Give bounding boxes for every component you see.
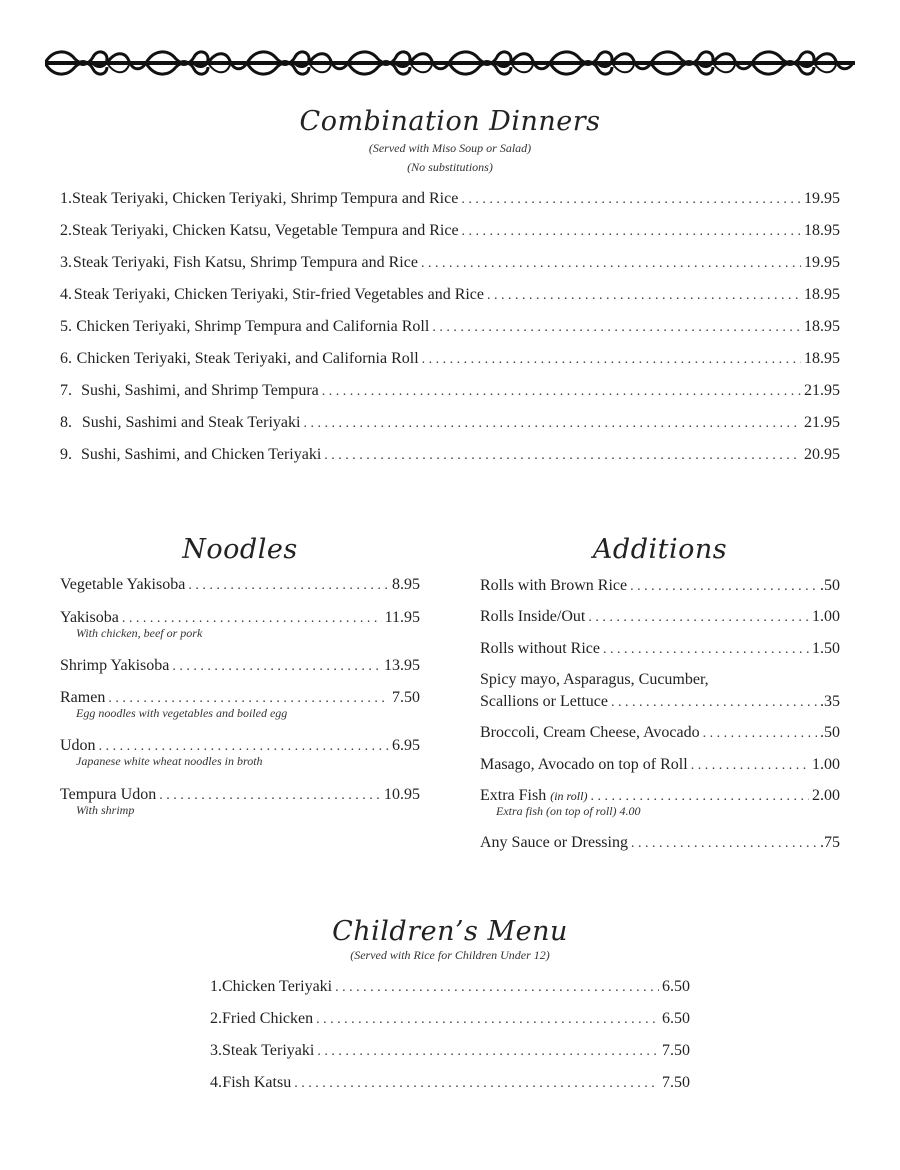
item-name: Udon bbox=[60, 737, 96, 754]
item-price: 19.95 bbox=[804, 254, 840, 271]
dot-leader bbox=[422, 350, 801, 370]
item-number: 4. bbox=[60, 286, 72, 303]
dot-leader bbox=[462, 222, 801, 242]
menu-item-row bbox=[480, 576, 840, 597]
item-price: 20.95 bbox=[804, 446, 840, 463]
menu-item-row bbox=[60, 285, 840, 306]
item-name: Vegetable Yakisoba bbox=[60, 576, 186, 593]
dot-leader bbox=[432, 318, 801, 338]
item-price: 6.50 bbox=[662, 1010, 690, 1027]
menu-item-row bbox=[60, 575, 420, 596]
menu-item-row bbox=[210, 977, 690, 998]
item-price: 8.95 bbox=[392, 576, 420, 593]
item-name: Shrimp Yakisoba bbox=[60, 657, 170, 674]
item-price: 11.95 bbox=[384, 609, 420, 626]
menu-item-row bbox=[480, 692, 840, 713]
item-number: 3. bbox=[210, 1042, 222, 1059]
dot-leader bbox=[159, 786, 381, 806]
item-name: Ramen bbox=[60, 689, 106, 706]
ornamental-border bbox=[45, 45, 855, 81]
dot-leader bbox=[294, 1074, 659, 1094]
menu-item-row bbox=[210, 1073, 690, 1094]
menu-item-row bbox=[60, 381, 840, 402]
item-price: 18.95 bbox=[804, 222, 840, 239]
combination-note-substitutions: (No substitutions) bbox=[407, 160, 493, 174]
dot-leader bbox=[322, 382, 801, 402]
dot-leader bbox=[611, 693, 817, 713]
dot-leader bbox=[188, 576, 389, 596]
menu-item-row bbox=[480, 639, 840, 660]
item-price: 7.50 bbox=[392, 689, 420, 706]
item-name: Scallions or Lettuce bbox=[480, 693, 608, 710]
item-name: Chicken Teriyaki bbox=[222, 978, 333, 995]
item-number: 7. bbox=[60, 382, 72, 399]
item-price: 21.95 bbox=[804, 382, 840, 399]
menu-item-row bbox=[60, 317, 840, 338]
item-price: .75 bbox=[820, 834, 840, 851]
menu-item-row bbox=[480, 723, 840, 744]
item-price: .50 bbox=[820, 577, 840, 594]
menu-item-row bbox=[210, 1009, 690, 1030]
item-description: Egg noodles with vegetables and boiled egg bbox=[76, 706, 288, 720]
item-price: 10.95 bbox=[384, 786, 420, 803]
item-name: Sushi, Sashimi, and Chicken Teriyaki bbox=[80, 446, 322, 463]
item-price: .50 bbox=[820, 724, 840, 741]
dot-leader bbox=[317, 1042, 659, 1062]
item-price: 21.95 bbox=[804, 414, 840, 431]
item-name: Chicken Teriyaki, Steak Teriyaki, and California Roll bbox=[76, 350, 419, 367]
item-number: 1. bbox=[60, 190, 72, 207]
item-price: 1.00 bbox=[812, 608, 840, 625]
item-name: Sushi, Sashimi and Steak Teriyaki bbox=[81, 414, 301, 431]
item-name: Steak Teriyaki, Fish Katsu, Shrimp Tempura and Rice bbox=[72, 254, 418, 271]
dot-leader bbox=[630, 577, 817, 597]
item-name: Sushi, Sashimi, and Shrimp Tempura bbox=[81, 382, 319, 399]
dot-leader bbox=[421, 254, 801, 274]
dot-leader bbox=[172, 657, 381, 677]
item-name: Tempura Udon bbox=[60, 786, 157, 803]
dot-leader bbox=[316, 1010, 659, 1030]
item-price: 2.00 bbox=[812, 787, 840, 804]
item-number: 9. bbox=[60, 446, 72, 463]
item-price: .35 bbox=[820, 693, 840, 710]
item-description: Japanese white wheat noodles in broth bbox=[76, 754, 263, 768]
item-number: 6. bbox=[60, 350, 72, 367]
item-number: 2. bbox=[210, 1010, 222, 1027]
item-name-line1: Spicy mayo, Asparagus, Cucumber, bbox=[480, 671, 709, 688]
item-number: 8. bbox=[60, 414, 72, 431]
menu-item-row bbox=[60, 349, 840, 370]
menu-item-row bbox=[60, 656, 420, 677]
item-name: Steak Teriyaki, Chicken Teriyaki, Shrimp Tempura and Rice bbox=[72, 190, 459, 207]
item-name: Any Sauce or Dressing bbox=[480, 834, 628, 851]
dot-leader bbox=[588, 608, 809, 628]
item-name: Steak Teriyaki, Chicken Teriyaki, Stir-fried Vegetables and Rice bbox=[73, 286, 485, 303]
additions-title: Additions bbox=[592, 534, 728, 565]
item-number: 5. bbox=[60, 318, 72, 335]
dot-leader bbox=[603, 640, 809, 660]
dot-leader bbox=[461, 190, 801, 210]
children-title: Children’s Menu bbox=[332, 916, 568, 947]
menu-item-row bbox=[60, 189, 840, 210]
item-price: 18.95 bbox=[804, 286, 840, 303]
item-number: 2. bbox=[60, 222, 72, 239]
combination-title: Combination Dinners bbox=[299, 106, 601, 137]
menu-item-row bbox=[60, 221, 840, 242]
item-name: Extra Fish (in roll) bbox=[480, 787, 588, 804]
item-qualifier: (in roll) bbox=[550, 789, 588, 803]
item-number: 4. bbox=[210, 1074, 222, 1091]
item-description: With shrimp bbox=[76, 803, 135, 817]
item-name: Rolls with Brown Rice bbox=[480, 577, 628, 594]
item-number: 1. bbox=[210, 978, 222, 995]
item-price: 6.95 bbox=[392, 737, 420, 754]
item-name: Rolls Inside/Out bbox=[480, 608, 586, 625]
item-name: Masago, Avocado on top of Roll bbox=[480, 756, 688, 773]
item-description: With chicken, beef or pork bbox=[76, 626, 203, 640]
dot-leader bbox=[691, 756, 809, 776]
item-name: Steak Teriyaki, Chicken Katsu, Vegetable Tempura and Rice bbox=[72, 222, 459, 239]
dot-leader bbox=[703, 724, 817, 744]
dot-leader bbox=[335, 978, 659, 998]
menu-item-row bbox=[60, 445, 840, 466]
item-price: 7.50 bbox=[662, 1042, 690, 1059]
item-name: Rolls without Rice bbox=[480, 640, 600, 657]
item-price: 7.50 bbox=[662, 1074, 690, 1091]
dot-leader bbox=[487, 286, 801, 306]
item-name: Fish Katsu bbox=[222, 1074, 292, 1091]
noodles-title: Noodles bbox=[182, 534, 298, 565]
item-number: 3. bbox=[60, 254, 72, 271]
menu-item-row bbox=[480, 607, 840, 628]
menu-item-row bbox=[480, 755, 840, 776]
item-price: 18.95 bbox=[804, 350, 840, 367]
children-note: (Served with Rice for Children Under 12) bbox=[350, 948, 550, 962]
item-name: Fried Chicken bbox=[222, 1010, 314, 1027]
item-name: Steak Teriyaki bbox=[222, 1042, 315, 1059]
item-price: 19.95 bbox=[804, 190, 840, 207]
menu-item-row bbox=[480, 833, 840, 854]
menu-item-row bbox=[60, 413, 840, 434]
item-description: Extra fish (on top of roll) 4.00 bbox=[496, 804, 641, 818]
item-name: Broccoli, Cream Cheese, Avocado bbox=[480, 724, 700, 741]
item-price: 1.00 bbox=[812, 756, 840, 773]
dot-leader bbox=[303, 414, 801, 434]
item-price: 13.95 bbox=[384, 657, 420, 674]
dot-leader bbox=[631, 834, 817, 854]
item-price: 6.50 bbox=[662, 978, 690, 995]
combination-note-served: (Served with Miso Soup or Salad) bbox=[368, 141, 532, 155]
item-name: Yakisoba bbox=[60, 609, 119, 626]
menu-item-row bbox=[60, 253, 840, 274]
item-name: Chicken Teriyaki, Shrimp Tempura and California Roll bbox=[76, 318, 430, 335]
dot-leader bbox=[324, 446, 801, 466]
item-price: 18.95 bbox=[804, 318, 840, 335]
menu-item-row bbox=[210, 1041, 690, 1062]
item-price: 1.50 bbox=[812, 640, 840, 657]
